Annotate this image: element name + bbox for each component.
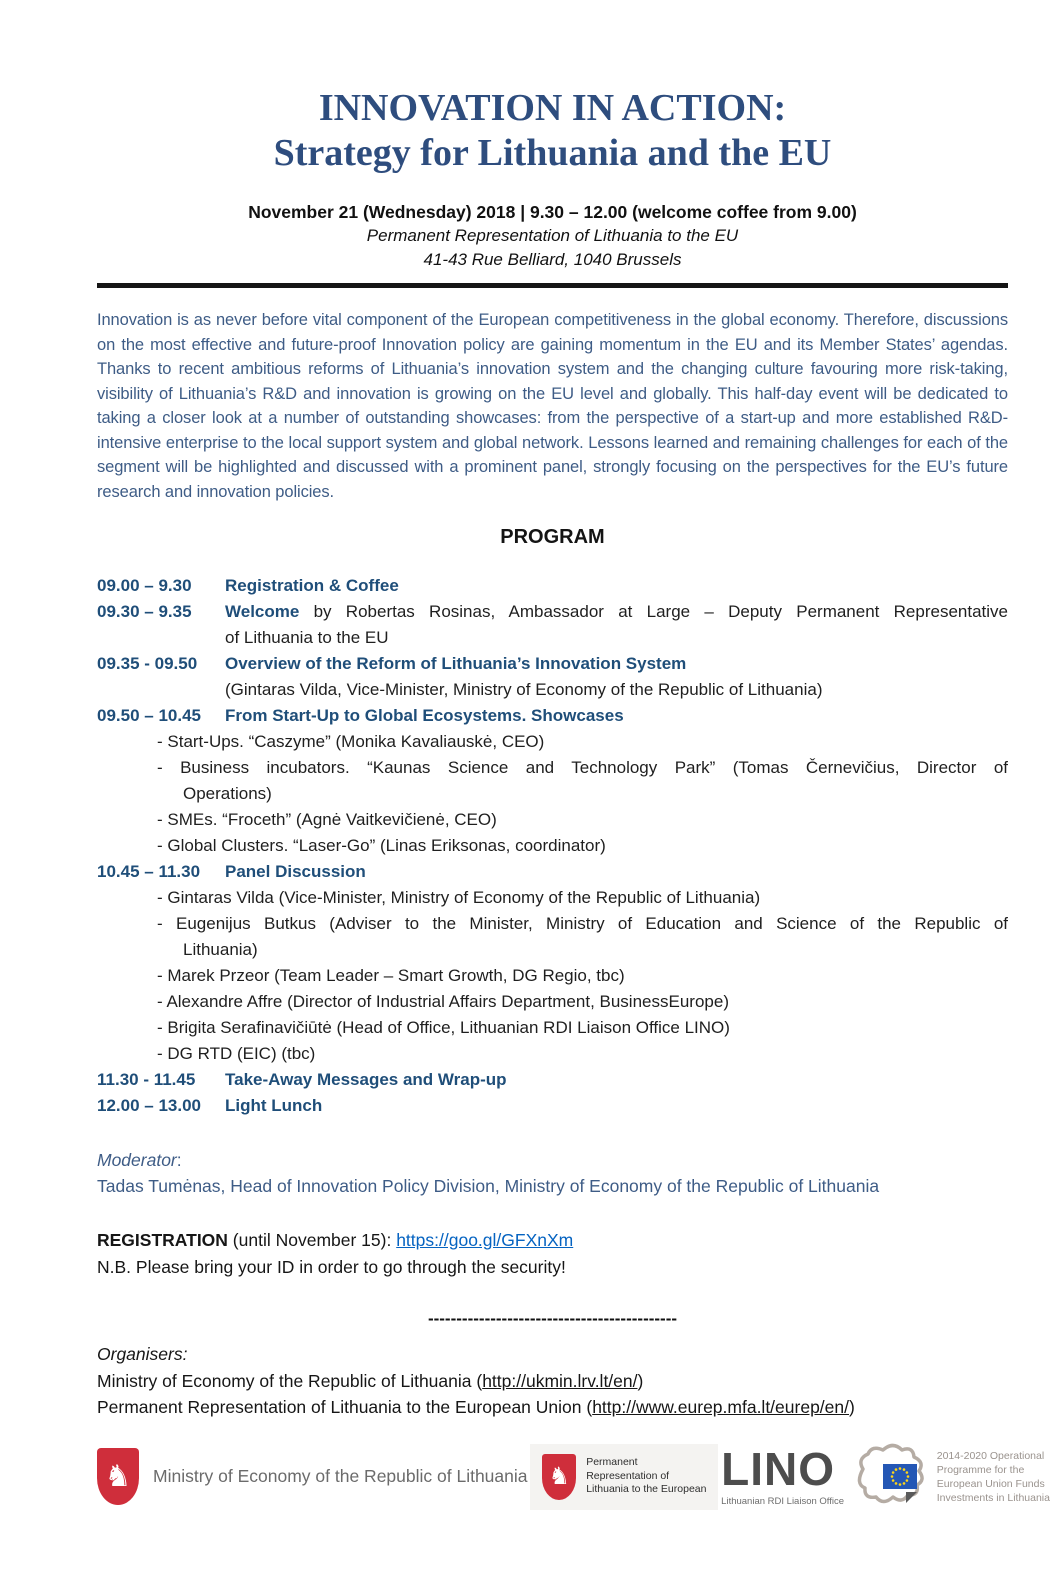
- registration-label: REGISTRATION: [97, 1230, 228, 1250]
- organiser-line: [97, 1368, 1008, 1395]
- organiser-link[interactable]: http://ukmin.lrv.lt/en/: [482, 1370, 638, 1391]
- program-time: 09.30 – 9.35: [97, 602, 192, 621]
- program-list: [97, 573, 1008, 1119]
- program-row-lunch: [97, 1093, 1008, 1119]
- lino-logo-title: LINO: [721, 1442, 836, 1495]
- bullet-continuation: Lithuania): [183, 940, 258, 959]
- vytis-shield-icon: [542, 1454, 576, 1500]
- program-row-overview: [97, 651, 1008, 703]
- event-details: [97, 200, 1008, 272]
- event-venue: Permanent Representation of Lithuania to the EU: [366, 226, 739, 245]
- program-time: 10.45 – 11.30: [97, 862, 201, 881]
- organisers-section: [97, 1341, 1008, 1421]
- panel-bullet: - DG RTD (EIC) (tbc): [157, 1044, 316, 1063]
- panel-bullet: [157, 911, 1008, 963]
- program-row-welcome: [97, 599, 1008, 651]
- bullet-line: - Eugenijus Butkus (Adviser to the Minister, Ministry of Education and Science of the Republic of: [157, 914, 1008, 933]
- showcase-bullet: - SMEs. “Froceth” (Agnė Vaitkevičienė, CEO): [157, 810, 497, 829]
- program-continuation: of Lithuania to the EU: [225, 628, 389, 647]
- registration-link[interactable]: https://goo.gl/GFXnXm: [396, 1230, 574, 1250]
- program-time: 12.00 – 13.00: [97, 1096, 201, 1115]
- organiser-line: [97, 1394, 1008, 1421]
- program-text: by Robertas Rosinas, Ambassador at Large – Deputy Permanent Representative: [299, 602, 1008, 621]
- panel-bullet: - Brigita Serafinavičiūtė (Head of Office, Lithuanian RDI Liaison Office LINO): [157, 1018, 730, 1037]
- program-time: 09.50 – 10.45: [97, 706, 201, 725]
- registration-deadline: (until November 15):: [227, 1230, 397, 1250]
- moderator-name: Tadas Tumėnas, Head of Innovation Policy Division, Ministry of Economy of the Republic of Lithuania: [97, 1176, 880, 1196]
- moderator-section: [97, 1147, 1008, 1199]
- program-row-panel: [97, 859, 1008, 885]
- organiser-link[interactable]: http://www.eurep.mfa.lt/eurep/en/: [592, 1397, 849, 1417]
- eu-funds-line: Programme for the: [936, 1463, 1025, 1476]
- program-line: [225, 599, 1008, 625]
- title-line-2: Strategy for Lithuania and the EU: [273, 132, 832, 174]
- moderator-colon: :: [176, 1150, 182, 1170]
- registration-note: N.B. Please bring your ID in order to go through the security!: [97, 1257, 566, 1277]
- title-line-1: INNOVATION IN ACTION:: [318, 87, 787, 129]
- lino-logo: [721, 1442, 845, 1507]
- bullet-line: - Business incubators. “Kaunas Science and Technology Park” (Tomas Černevičius, Director of: [157, 758, 1008, 777]
- organiser-name: Ministry of Economy of the Republic of Lithuania (: [97, 1370, 483, 1391]
- ministry-logo: [97, 1448, 528, 1505]
- event-program-page: [0, 86, 1058, 1583]
- program-time: 09.00 – 9.30: [97, 576, 192, 595]
- knight-icon: ♞: [104, 1459, 132, 1493]
- program-row-wrapup: [97, 1067, 1008, 1093]
- organisers-label: Organisers:: [97, 1344, 188, 1364]
- event-address: 41-43 Rue Belliard, 1040 Brussels: [423, 250, 682, 269]
- organiser-close: ): [637, 1370, 644, 1391]
- page-title: [97, 86, 1008, 176]
- footer-logos: [0, 1437, 1058, 1517]
- moderator-label-line: [97, 1147, 1008, 1173]
- program-title: From Start-Up to Global Ecosystems. Showcases: [225, 706, 624, 725]
- program-title: Welcome: [225, 602, 300, 621]
- showcase-bullet: - Global Clusters. “Laser-Go” (Linas Eriksonas, coordinator): [157, 836, 606, 855]
- registration-line: [97, 1227, 1008, 1254]
- moderator-label: Moderator: [97, 1150, 177, 1170]
- program-heading: PROGRAM: [500, 526, 605, 548]
- program-row-showcases: [97, 703, 1008, 729]
- program-title: Registration & Coffee: [225, 576, 399, 595]
- lithuania-map-eu-flag-icon: [847, 1437, 929, 1517]
- showcase-bullet: [157, 755, 1008, 807]
- permrep-line: Lithuania to the European: [586, 1483, 707, 1496]
- permrep-line: Representation of: [586, 1469, 670, 1482]
- event-date: November 21 (Wednesday) 2018 | 9.30 – 12.00 (welcome coffee from 9.00): [248, 202, 857, 222]
- registration-section: [97, 1227, 1008, 1281]
- eu-funds-line: European Union Funds: [936, 1477, 1045, 1490]
- document-content: [0, 86, 1058, 1421]
- program-speaker: (Gintaras Vilda, Vice-Minister, Ministry of Economy of the Republic of Lithuania): [225, 680, 823, 699]
- program-row-registration: [97, 573, 1008, 599]
- permrep-logo: [530, 1444, 718, 1510]
- eu-funds-label: [937, 1449, 1050, 1505]
- organiser-name: Permanent Representation of Lithuania to the European Union (: [97, 1397, 593, 1417]
- program-title: Light Lunch: [225, 1096, 323, 1115]
- program-title: Panel Discussion: [225, 862, 366, 881]
- vytis-shield-icon: [97, 1448, 139, 1505]
- eu-funds-logo: [847, 1437, 1050, 1517]
- panel-bullet: - Alexandre Affre (Director of Industrial Affairs Department, BusinessEurope): [157, 992, 729, 1011]
- ministry-logo-label: Ministry of Economy of the Republic of Lithuania: [153, 1466, 528, 1486]
- dashed-divider: --------------------------------------------: [427, 1309, 678, 1328]
- program-time: 09.35 - 09.50: [97, 654, 198, 673]
- bullet-continuation: Operations): [183, 784, 272, 803]
- program-time: 11.30 - 11.45: [97, 1070, 196, 1089]
- panel-bullet: - Gintaras Vilda (Vice-Minister, Ministry of Economy of the Republic of Lithuania): [157, 888, 761, 907]
- permrep-logo-label: [586, 1456, 706, 1497]
- program-title: Overview of the Reform of Lithuania’s Innovation System: [225, 654, 687, 673]
- eu-funds-line: Investments in Lithuania: [936, 1491, 1050, 1504]
- eu-funds-line: 2014-2020 Operational: [936, 1449, 1045, 1462]
- knight-icon: ♞: [548, 1462, 570, 1490]
- intro-paragraph: Innovation is as never before vital component of the European competitiveness in the global economy. Therefore, discussions on the most effective and future-proof Innovation policy are gaining momentum in the EU and its Member States’ agendas. Thanks to recent ambitious reforms of Lithuania’s innovation system and the changing culture favouring more risk-taking, visibility of Lithuania’s R&D and innovation is growing on the EU level and globally. This half-day event will be dedicated to taking a closer look at a number of outstanding showcases: from the perspective of a start-up and more established R&D-intensive enterprise to the local support system and global network. Lessons learned and remaining challenges for each of the segment will be highlighted and discussed with a prominent panel, strongly focusing on the perspectives for the EU’s future research and innovation policies.: [97, 311, 1008, 501]
- organiser-close: ): [849, 1397, 855, 1417]
- header-divider: [97, 283, 1008, 288]
- program-title: Take-Away Messages and Wrap-up: [225, 1070, 507, 1089]
- panel-bullet: - Marek Przeor (Team Leader – Smart Growth, DG Regio, tbc): [157, 966, 625, 985]
- lino-logo-subtitle: Lithuanian RDI Liaison Office: [721, 1495, 845, 1507]
- showcase-bullet: - Start-Ups. “Caszyme” (Monika Kavaliauskė, CEO): [157, 732, 545, 751]
- permrep-line: Permanent: [586, 1456, 638, 1469]
